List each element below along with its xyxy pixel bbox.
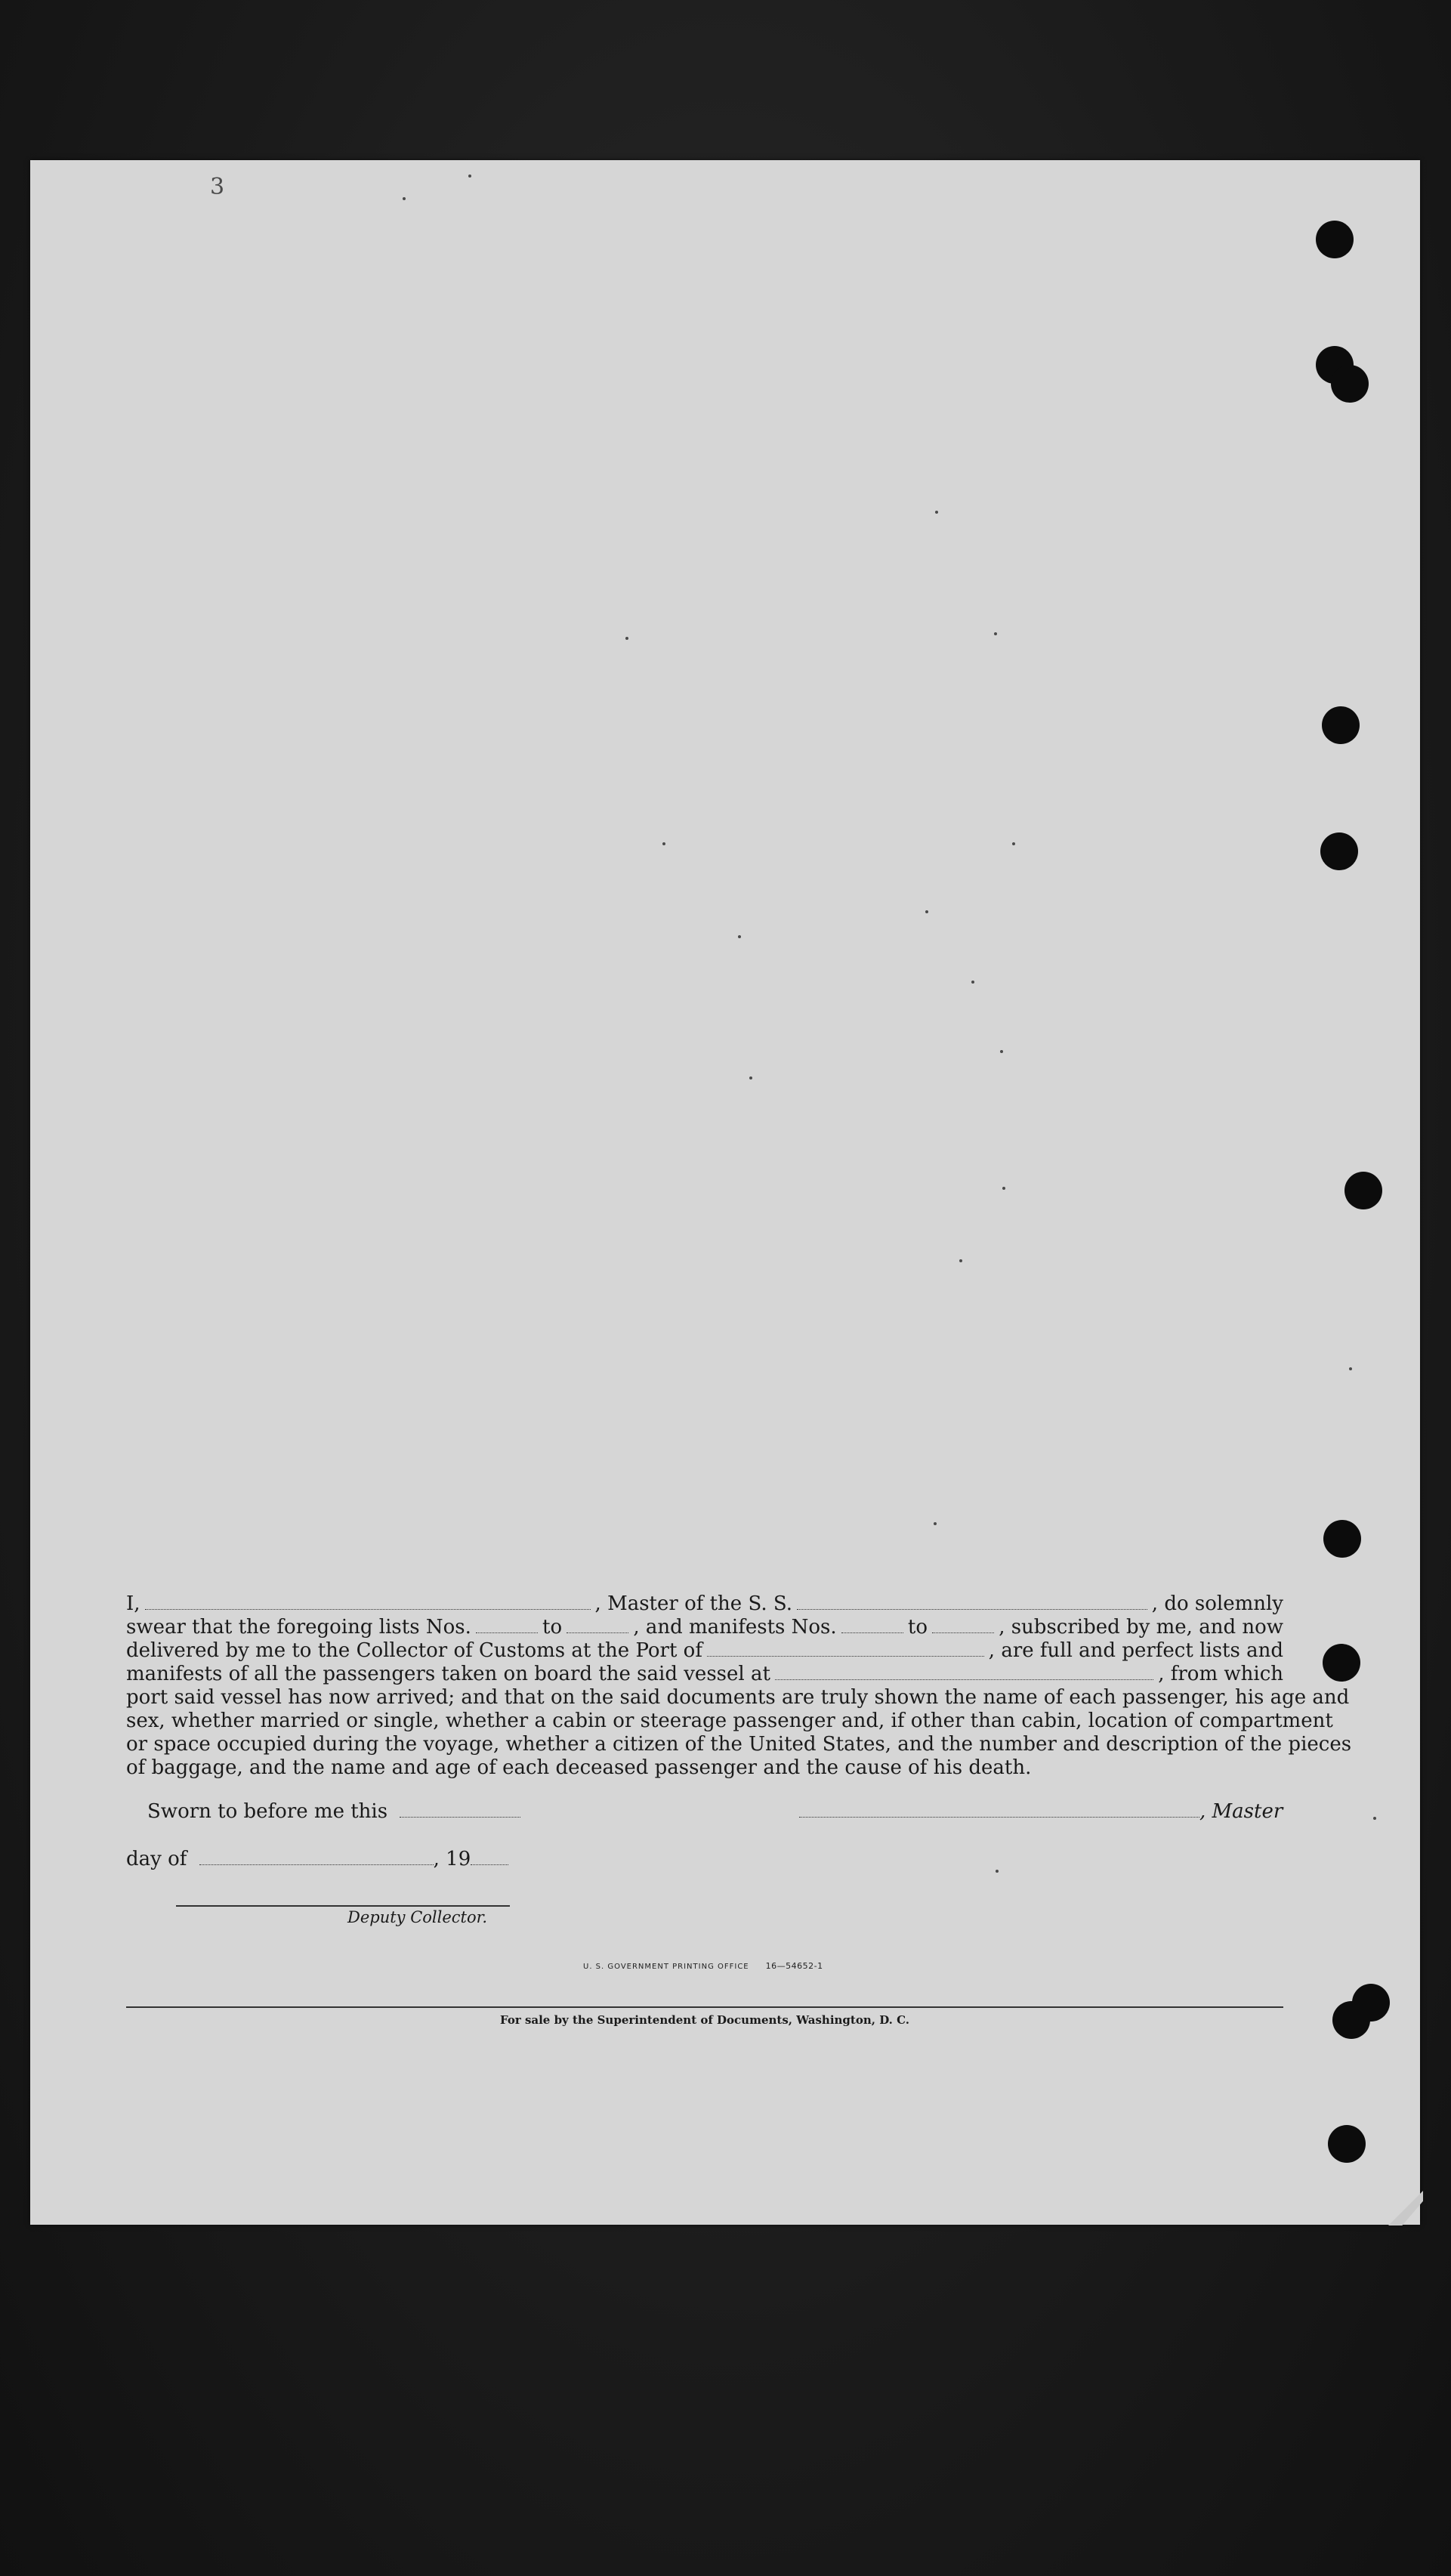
speck [959,1259,962,1262]
oath-line-2 [126,1616,1283,1639]
oath-text: , and manifests Nos. [633,1616,837,1639]
list-to-blank[interactable] [567,1619,628,1633]
manifest-from-blank[interactable] [841,1619,903,1633]
punch-hole [1328,2125,1366,2163]
vessel-name-blank[interactable] [797,1595,1147,1610]
punch-hole [1316,221,1354,258]
gpo-text: U. S. GOVERNMENT PRINTING OFFICE [583,1963,749,1971]
manifest-to-blank[interactable] [932,1619,994,1633]
punch-hole [1331,365,1369,403]
master-signature [799,1800,1283,1823]
punch-hole [1322,706,1360,744]
form-code: 16—54652-1 [765,1961,823,1971]
oath-text: delivered by me to the Collector of Customs at the Port of [126,1639,702,1662]
master-oath [126,1592,1352,1780]
speck [934,1522,937,1525]
speck [1012,842,1015,845]
oath-text: , from which [1158,1663,1283,1685]
speck [935,511,938,514]
list-from-blank[interactable] [476,1619,538,1633]
sale-notice: For sale by the Superintendent of Documents, Washington, D. C. [499,2013,910,2027]
oath-line-4 [126,1663,1283,1686]
speck [1349,1367,1352,1370]
speck [468,175,471,178]
speck [625,637,628,640]
speck [971,981,974,984]
oath-text: to [907,1616,928,1639]
master-signature-blank[interactable] [799,1803,1199,1818]
punch-hole [1323,1644,1360,1682]
oath-line-5: port said vessel has now arrived; and that on the said documents are truly shown the name of each passenger, his age and [126,1686,1350,1709]
month-blank[interactable] [199,1851,434,1865]
oath-line-1 [126,1592,1283,1616]
oath-text: , are full and perfect lists and [988,1639,1283,1662]
day-of-line [126,1848,508,1870]
oath-line-8: of baggage, and the name and age of each deceased passenger and the cause of his death. [126,1756,1032,1779]
oath-text: , Master of the S. S. [594,1592,793,1615]
day-of-label: day of [126,1848,187,1870]
sworn-label: Sworn to before me this [147,1800,388,1823]
master-label: , Master [1199,1800,1283,1823]
oath-text: to [542,1616,563,1639]
printing-office-imprint [583,1961,823,1971]
speck [749,1076,752,1080]
sworn-date-blank[interactable] [400,1803,520,1818]
speck [1373,1817,1376,1820]
speck [403,197,406,200]
master-name-blank[interactable] [145,1595,591,1610]
deputy-collector-label: Deputy Collector. [347,1908,488,1926]
oath-text: I, [126,1592,140,1615]
punch-hole [1323,1520,1361,1558]
oath-text: , subscribed by me, and now [999,1616,1284,1639]
year-prefix: , 19 [433,1848,471,1870]
punch-hole [1320,832,1358,870]
footer-rule [126,2006,1283,2008]
oath-text: manifests of all the passengers taken on board the said vessel at [126,1663,770,1685]
oath-line-6: sex, whether married or single, whether a cabin or steerage passenger and, if other than cabin, location of compartment [126,1710,1333,1732]
speck [1002,1187,1005,1190]
speck [1000,1050,1003,1053]
oath-text: , do solemnly [1151,1592,1283,1615]
speck [925,910,928,913]
speck [996,1870,999,1873]
deputy-signature-line[interactable] [176,1905,510,1907]
speck [662,842,665,845]
document-page [30,160,1420,2225]
punch-hole [1344,1172,1382,1209]
year-blank[interactable] [471,1851,508,1865]
sworn-statement [147,1800,520,1823]
speck [738,935,741,938]
port-blank[interactable] [707,1642,984,1657]
oath-line-7: or space occupied during the voyage, whether a citizen of the United States, and the number and description of the pieces [126,1733,1352,1756]
oath-text: swear that the foregoing lists Nos. [126,1616,471,1639]
page-number: 3 [210,174,227,200]
departure-port-blank[interactable] [775,1666,1153,1680]
speck [994,632,997,635]
oath-line-3 [126,1639,1283,1663]
